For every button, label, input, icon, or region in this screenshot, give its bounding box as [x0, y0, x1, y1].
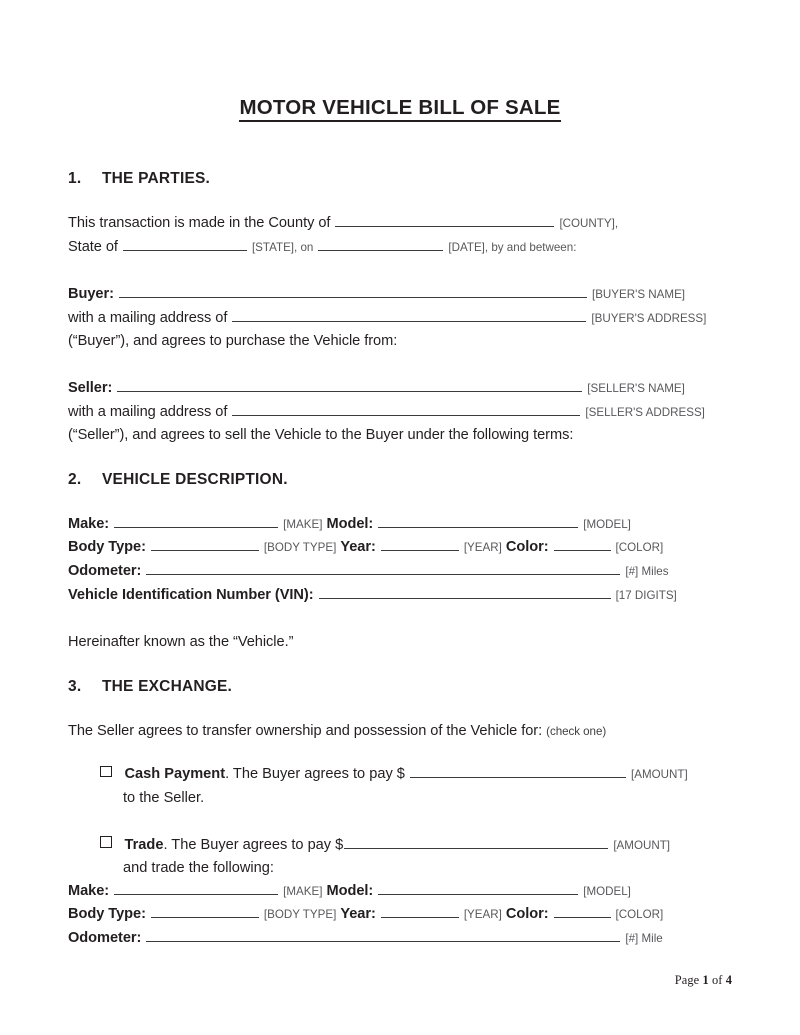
- section-2-heading: [68, 471, 732, 489]
- seller-address-line: [68, 401, 732, 425]
- page-title: [68, 96, 732, 120]
- check-one-note: (check one): [546, 724, 607, 738]
- buyer-address-tag: [BUYER'S ADDRESS]: [591, 311, 707, 325]
- trade-year-tag: [YEAR]: [463, 908, 502, 922]
- trade-color-blank[interactable]: [554, 904, 611, 918]
- vehicle-make-tag: [MAKE]: [283, 517, 323, 531]
- trade-label: Trade: [124, 836, 164, 853]
- vehicle-year-tag: [YEAR]: [463, 541, 502, 555]
- state-tag: [STATE], on: [251, 240, 314, 254]
- trade-year-blank[interactable]: [381, 904, 459, 918]
- seller-address-blank[interactable]: [232, 402, 580, 416]
- vehicle-vin-label: Vehicle Identification Number (VIN):: [68, 586, 314, 603]
- vehicle-vin-line: [68, 584, 732, 608]
- state-blank[interactable]: [123, 237, 247, 251]
- buyer-address-label: with a mailing address of: [68, 309, 228, 326]
- buyer-name-blank[interactable]: [119, 284, 587, 298]
- county-tag: [COUNTY],: [559, 217, 619, 230]
- footer-page-number: 1: [702, 973, 709, 987]
- transaction-county-label: This transaction is made in the County of: [68, 215, 331, 231]
- trade-make-model-line: [68, 880, 732, 904]
- buyer-name-tag: [BUYER'S NAME]: [591, 288, 686, 302]
- trade-year-label: Year:: [340, 906, 376, 923]
- seller-name-line: [68, 377, 732, 401]
- trade-continuation: and trade the following:: [123, 860, 274, 877]
- vehicle-body-type-label: Body Type:: [68, 539, 146, 556]
- section-1-heading: [68, 170, 732, 188]
- trade-make-tag: [MAKE]: [283, 884, 323, 898]
- trade-amount-blank[interactable]: [344, 835, 608, 849]
- trade-odometer-blank[interactable]: [146, 928, 620, 942]
- trade-content: [125, 834, 671, 858]
- vehicle-make-blank[interactable]: [114, 514, 278, 528]
- trade-make-label: Make:: [68, 882, 110, 899]
- cash-amount-tag: [AMOUNT]: [631, 768, 688, 782]
- page-footer: [675, 973, 732, 988]
- county-blank[interactable]: [335, 213, 554, 227]
- seller-closing-line: (“Seller”), and agrees to sell the Vehicle to the Buyer under the following terms:: [68, 427, 574, 444]
- date-blank[interactable]: [318, 237, 443, 251]
- section-2-title: VEHICLE DESCRIPTION.: [102, 470, 288, 488]
- hereinafter-line: Hereinafter known as the “Vehicle.”: [68, 634, 294, 651]
- seller-name-blank[interactable]: [117, 378, 582, 392]
- buyer-name-line: [68, 283, 732, 307]
- footer-middle: of: [708, 973, 726, 987]
- cash-payment-content: [125, 763, 688, 787]
- exchange-intro-line: [68, 720, 732, 744]
- buyer-address-blank[interactable]: [232, 308, 586, 322]
- vehicle-color-tag: [COLOR]: [615, 541, 664, 555]
- trade-option[interactable]: [68, 834, 732, 858]
- trade-odometer-tag: [#] Mile: [625, 931, 663, 945]
- checkbox-icon-cash-payment[interactable]: [100, 766, 112, 778]
- transaction-state-date-line: [68, 236, 732, 260]
- vehicle-make-label: Make:: [68, 515, 110, 532]
- trade-body-type-tag: [BODY TYPE]: [263, 908, 337, 922]
- vehicle-make-model-line: [68, 513, 732, 537]
- vehicle-vin-blank[interactable]: [319, 585, 611, 599]
- checkbox-icon-trade[interactable]: [100, 836, 112, 848]
- vehicle-odometer-blank[interactable]: [146, 561, 620, 575]
- trade-odometer-line: [68, 927, 732, 951]
- vehicle-model-blank[interactable]: [378, 514, 578, 528]
- section-2-number: 2.: [68, 470, 82, 488]
- document-body: [68, 0, 732, 950]
- vehicle-odometer-line: [68, 560, 732, 584]
- trade-amount-tag: [AMOUNT]: [613, 838, 671, 852]
- trade-color-label: Color:: [505, 906, 549, 923]
- section-3-number: 3.: [68, 677, 82, 695]
- trade-text: . The Buyer agrees to pay $: [163, 836, 344, 853]
- cash-payment-option[interactable]: [68, 763, 732, 787]
- vehicle-body-type-blank[interactable]: [151, 537, 259, 551]
- trade-body-type-blank[interactable]: [151, 904, 259, 918]
- seller-address-label: with a mailing address of: [68, 403, 228, 420]
- date-tag: [DATE], by and between:: [448, 240, 577, 254]
- trade-model-tag: [MODEL]: [583, 884, 631, 898]
- vehicle-odometer-tag: [#] Miles: [625, 564, 669, 578]
- page-title-text: MOTOR VEHICLE BILL OF SALE: [239, 96, 560, 122]
- cash-amount-blank[interactable]: [410, 764, 626, 778]
- section-1-title: THE PARTIES.: [102, 170, 211, 187]
- vehicle-color-blank[interactable]: [554, 537, 611, 551]
- trade-make-blank[interactable]: [114, 881, 278, 895]
- exchange-intro-text: The Seller agrees to transfer ownership and possession of the Vehicle for:: [68, 722, 543, 739]
- vehicle-year-blank[interactable]: [381, 537, 459, 551]
- section-1-number: 1.: [68, 170, 82, 187]
- section-3-heading: [68, 678, 732, 696]
- section-3-title: THE EXCHANGE.: [102, 677, 233, 695]
- buyer-closing-line: (“Buyer”), and agrees to purchase the Vehicle from:: [68, 333, 398, 350]
- seller-name-tag: [SELLER'S NAME]: [587, 381, 685, 395]
- vehicle-color-label: Color:: [505, 539, 549, 556]
- seller-address-tag: [SELLER'S ADDRESS]: [585, 405, 705, 419]
- transaction-county-line: [68, 212, 732, 236]
- vehicle-year-label: Year:: [340, 539, 376, 556]
- cash-payment-text: . The Buyer agrees to pay $: [225, 766, 405, 783]
- buyer-address-line: [68, 307, 732, 331]
- vehicle-vin-tag: [17 DIGITS]: [615, 588, 677, 602]
- trade-model-label: Model:: [326, 882, 374, 899]
- footer-total-pages: 4: [725, 973, 732, 987]
- vehicle-model-label: Model:: [326, 515, 374, 532]
- footer-prefix: Page: [674, 973, 703, 987]
- vehicle-model-tag: [MODEL]: [583, 517, 631, 531]
- trade-body-year-color-line: [68, 903, 732, 927]
- cash-payment-label: Cash Payment: [124, 766, 226, 783]
- buyer-label: Buyer:: [68, 286, 114, 303]
- vehicle-body-year-color-line: [68, 536, 732, 560]
- seller-label: Seller:: [68, 379, 113, 396]
- trade-color-tag: [COLOR]: [615, 908, 664, 922]
- trade-odometer-label: Odometer:: [68, 929, 142, 946]
- vehicle-odometer-label: Odometer:: [68, 562, 142, 579]
- transaction-state-label: State of: [68, 238, 118, 255]
- trade-body-type-label: Body Type:: [68, 906, 146, 923]
- cash-payment-continuation: to the Seller.: [123, 789, 205, 806]
- trade-model-blank[interactable]: [378, 881, 578, 895]
- vehicle-body-type-tag: [BODY TYPE]: [263, 541, 337, 555]
